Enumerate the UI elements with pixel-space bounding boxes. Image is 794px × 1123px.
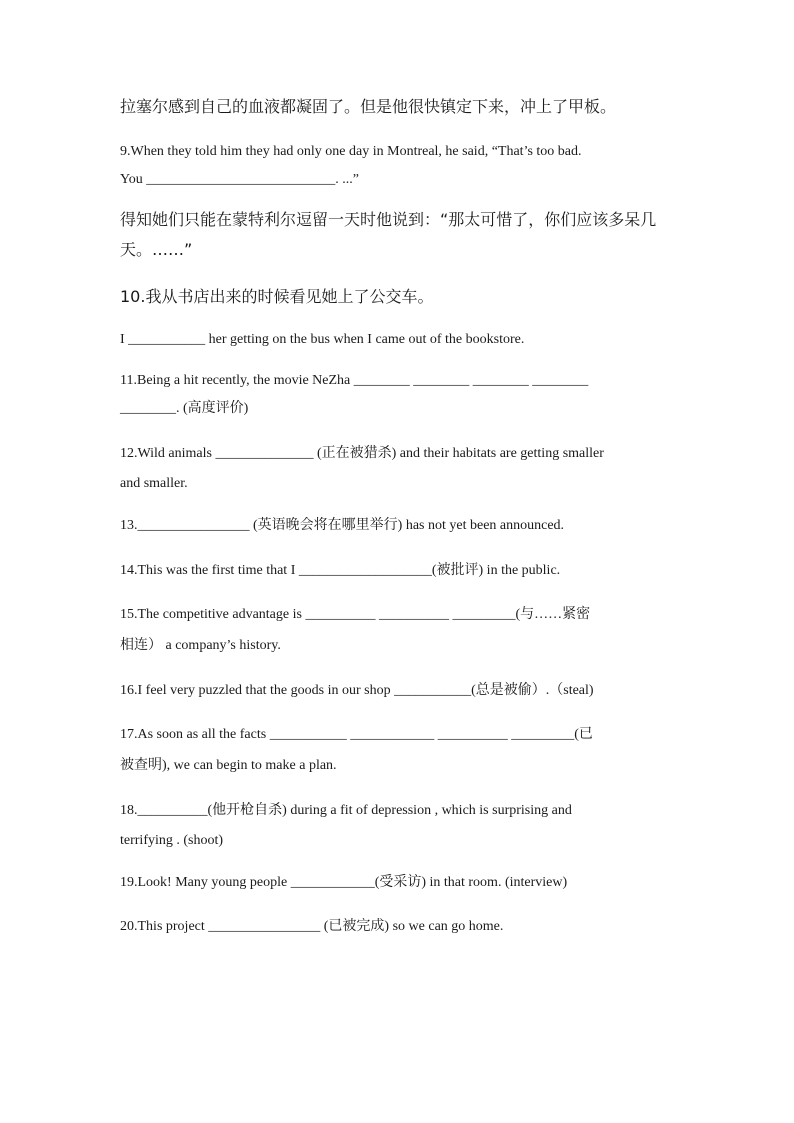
question-16: 16.I feel very puzzled that the goods in our shop ___________(总是被偷）.（steal) [120,683,594,698]
question-13: 13.________________ (英语晚会将在哪里举行) has not yet been announced. [120,518,565,533]
question-17-line-2: 被查明), we can begin to make a plan. [120,758,337,773]
question-20: 20.This project ________________ (已被完成) so we can go home. [120,919,504,934]
question-15-line-1: 15.The competitive advantage is __________ __________ _________(与……紧密 [120,607,591,622]
question-10-english: I ___________ her getting on the bus when I came out of the bookstore. [120,332,525,347]
question-11-line-2: ________. (高度评价) [120,401,249,416]
question-11-line-1: 11.Being a hit recently, the movie NeZha ________ ________ ________ ________ [120,373,589,388]
question-19: 19.Look! Many young people ____________(受采访) in that room. (interview) [120,875,568,890]
question-15-line-2: 相连） a company’s history. [120,638,281,653]
question-14: 14.This was the first time that I ___________________(被批评) in the public. [120,563,561,578]
translation-9-line-1: 得知她们只能在蒙特利尔逗留一天时他说到：“那太可惜了，你们应该多呆几 [120,210,657,229]
question-9-line-2: You ___________________________. ...” [120,172,359,187]
question-17-line-1: 17.As soon as all the facts ___________ ____________ __________ _________(已 [120,727,593,742]
question-12-line-1: 12.Wild animals ______________ (正在被猎杀) and their habitats are getting smaller [120,446,604,461]
translation-line-8: 拉塞尔感到自己的血液都凝固了。但是他很快镇定下来，冲上了甲板。 [120,97,617,116]
question-9-line-1: 9.When they told him they had only one day in Montreal, he said, “That’s too bad. [120,144,582,159]
question-18-line-1: 18.__________(他开枪自杀) during a fit of depression , which is surprising and [120,803,572,818]
question-12-line-2: and smaller. [120,476,188,491]
translation-9-line-2: 天。……” [120,240,193,259]
question-18-line-2: terrifying . (shoot) [120,833,224,848]
question-10-chinese: 10.我从书店出来的时候看见她上了公交车。 [120,287,434,306]
